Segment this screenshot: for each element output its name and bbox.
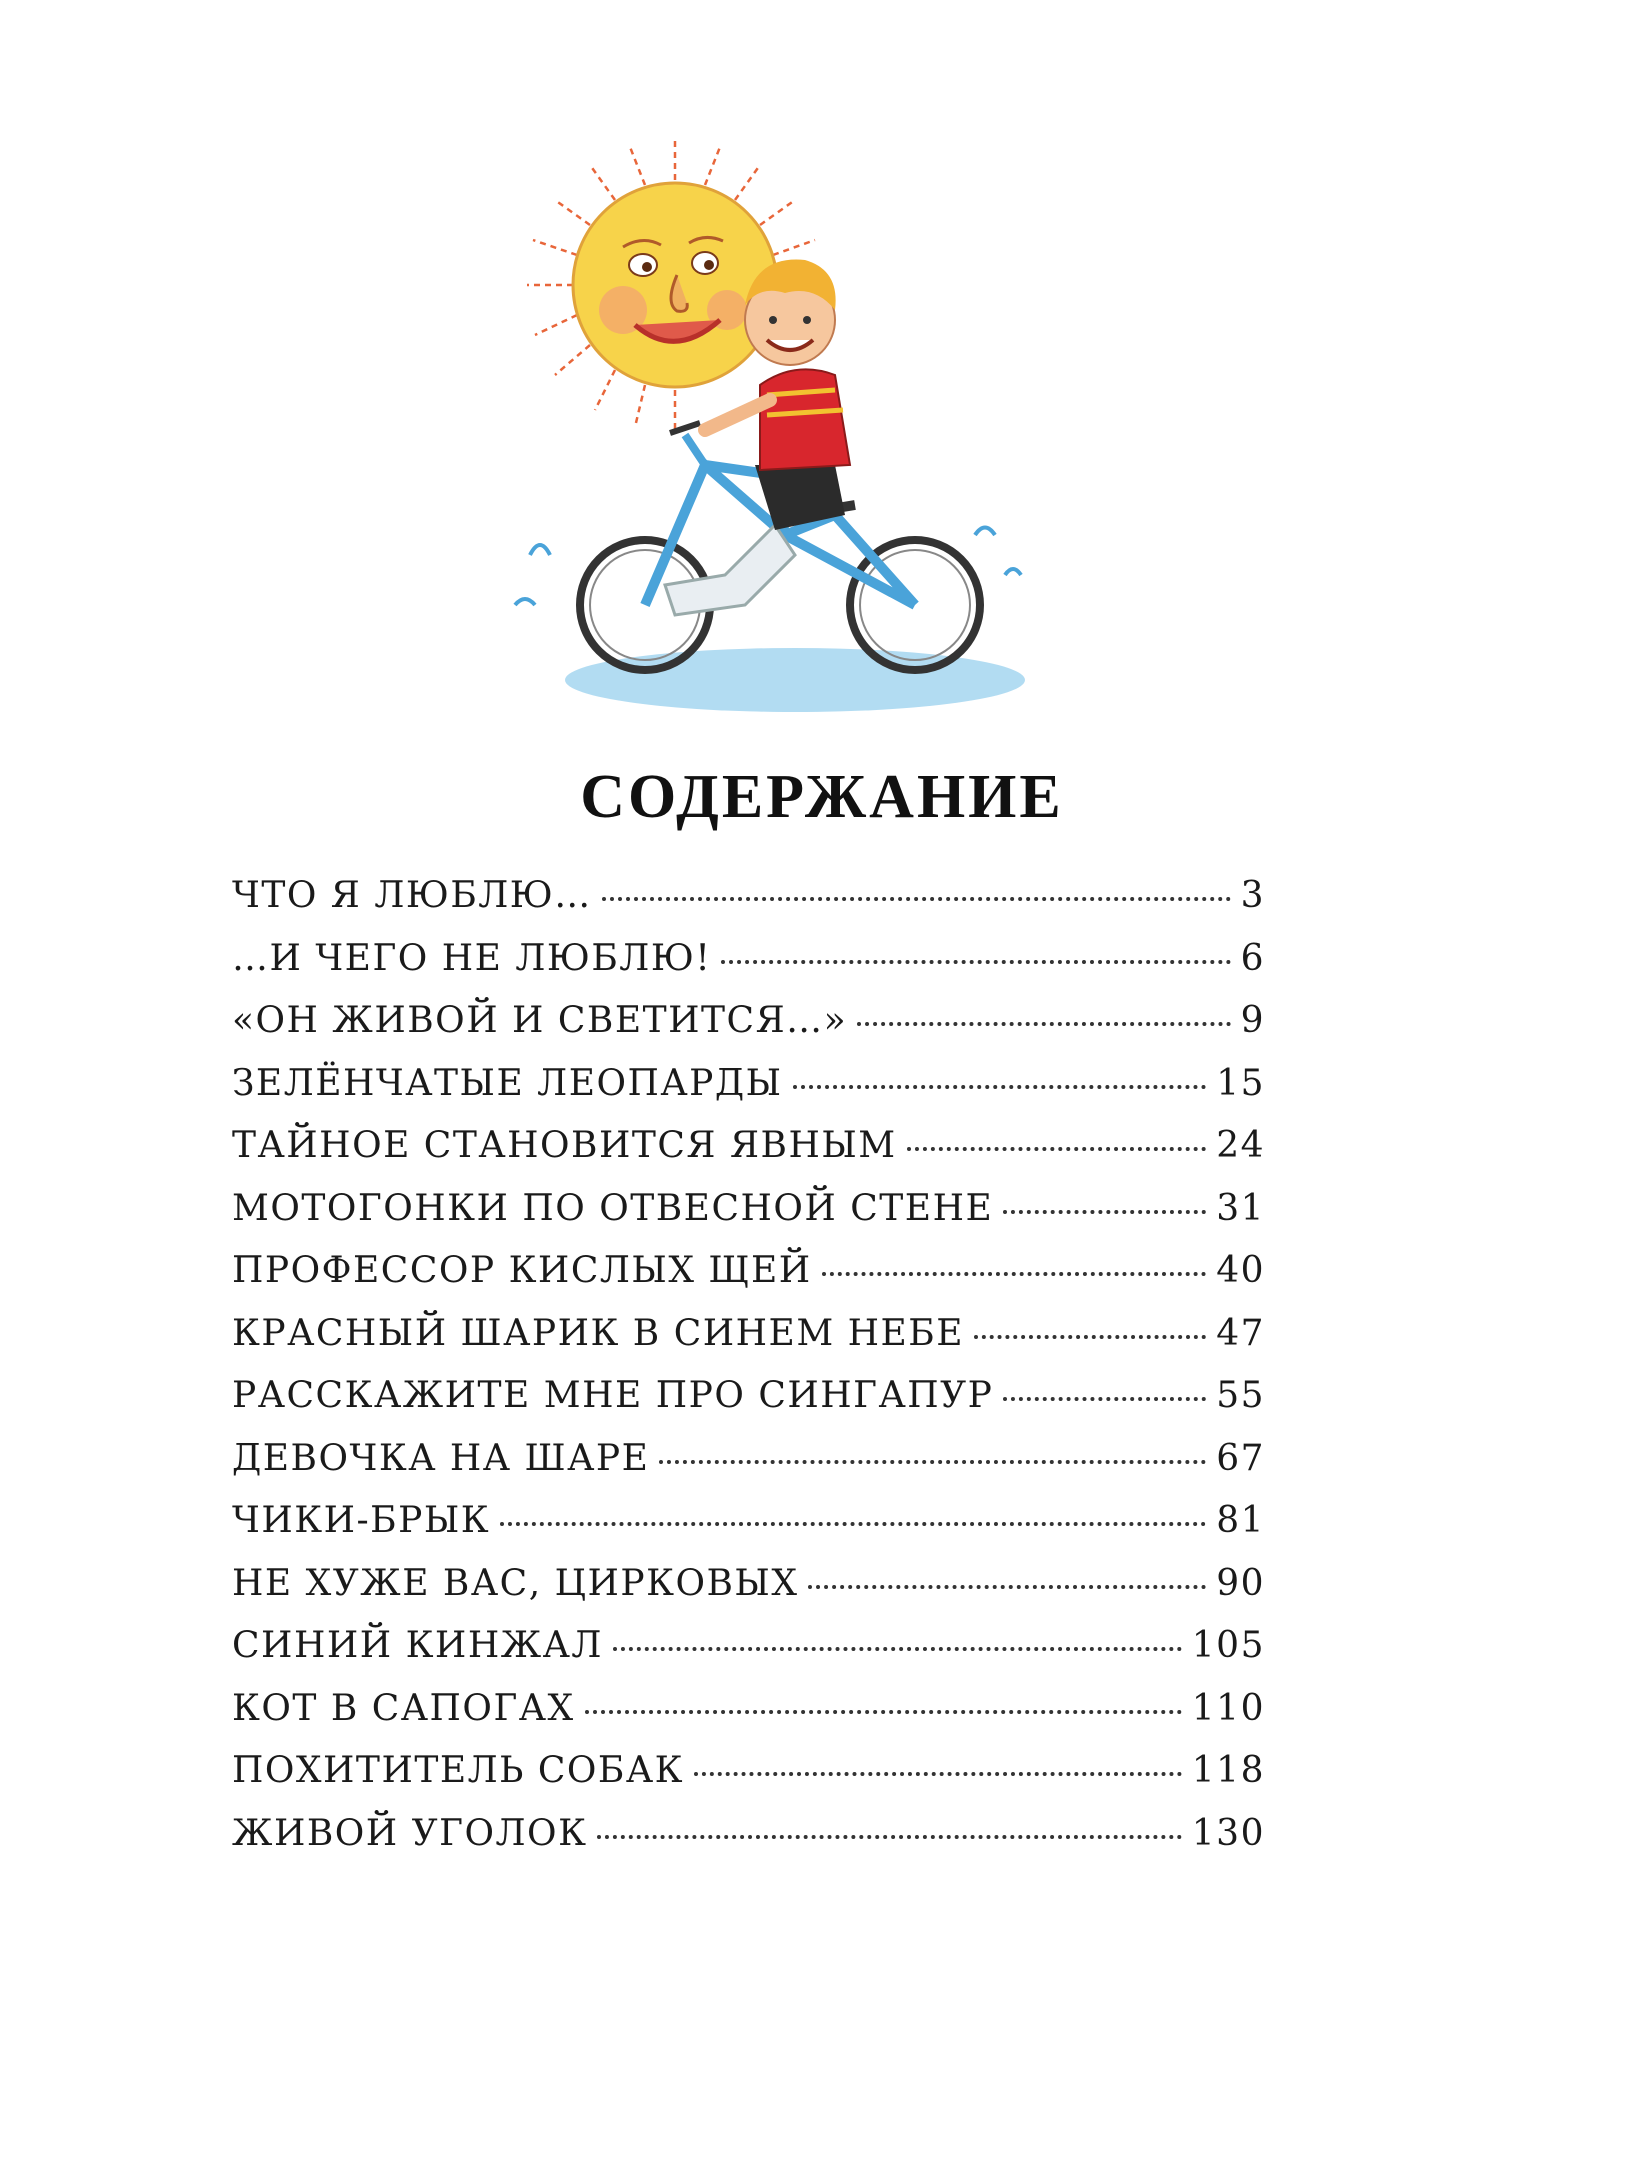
page-title: СОДЕРЖАНИЕ — [580, 763, 1064, 831]
toc-entry-page: 24 — [1216, 1125, 1265, 1166]
toc-entry-title: ЧИКИ-БРЫК — [232, 1500, 491, 1541]
dot-leader — [659, 1460, 1206, 1464]
toc-entry — [232, 1688, 1265, 1751]
toc-entry-title: ДЕВОЧКА НА ШАРЕ — [232, 1437, 650, 1479]
toc-entry-page: 6 — [1240, 937, 1265, 979]
toc-entry-title: ЧТО Я ЛЮБЛЮ… — [232, 875, 592, 916]
toc-entry-page: 130 — [1191, 1812, 1265, 1854]
dot-leader — [597, 1835, 1181, 1839]
toc-entry-title: …И ЧЕГО НЕ ЛЮБЛЮ! — [232, 937, 712, 979]
toc-entry — [232, 1500, 1265, 1563]
dot-leader — [613, 1647, 1182, 1651]
toc-entry-title: ТАЙНОЕ СТАНОВИТСЯ ЯВНЫМ — [232, 1125, 897, 1166]
table-of-contents — [232, 875, 1265, 1875]
toc-entry — [232, 1250, 1265, 1313]
toc-entry — [232, 1625, 1265, 1688]
dot-leader — [500, 1522, 1206, 1526]
toc-entry — [232, 1000, 1265, 1063]
toc-entry — [232, 1313, 1265, 1376]
dot-leader — [793, 1085, 1207, 1089]
dot-leader — [857, 1022, 1230, 1026]
toc-entry — [232, 1438, 1265, 1501]
dot-leader — [585, 1710, 1182, 1714]
dot-leader — [1003, 1210, 1206, 1214]
dot-leader — [907, 1147, 1207, 1151]
dot-leader — [1003, 1397, 1206, 1401]
toc-entry-page: 47 — [1216, 1312, 1265, 1354]
toc-entry-title: «ОН ЖИВОЙ И СВЕТИТСЯ…» — [232, 1000, 848, 1041]
toc-entry-page: 105 — [1191, 1625, 1265, 1666]
dot-leader — [808, 1585, 1206, 1589]
toc-entry-page: 55 — [1216, 1375, 1265, 1416]
dot-leader — [602, 897, 1231, 901]
toc-entry — [232, 1188, 1265, 1251]
toc-entry-title: ПРОФЕССОР КИСЛЫХ ЩЕЙ — [232, 1250, 812, 1291]
toc-entry — [232, 1063, 1265, 1126]
dot-leader — [721, 960, 1230, 964]
toc-entry — [232, 875, 1265, 938]
toc-entry-page: 81 — [1216, 1500, 1265, 1541]
toc-entry-title: ЗЕЛЁНЧАТЫЕ ЛЕОПАРДЫ — [232, 1062, 783, 1104]
toc-entry-title: ЖИВОЙ УГОЛОК — [232, 1812, 588, 1854]
dot-leader — [694, 1772, 1182, 1776]
toc-entry-title: ПОХИТИТЕЛЬ СОБАК — [232, 1750, 685, 1791]
toc-entry-page: 31 — [1216, 1187, 1265, 1229]
toc-entry — [232, 1563, 1265, 1626]
toc-entry-title: НЕ ХУЖЕ ВАС, ЦИРКОВЫХ — [232, 1562, 799, 1604]
sun-and-boy-illustration — [505, 135, 1030, 725]
toc-entry-page: 110 — [1191, 1687, 1265, 1729]
toc-entry — [232, 1750, 1265, 1813]
toc-entry — [232, 1813, 1265, 1876]
toc-entry-page: 15 — [1216, 1062, 1265, 1104]
toc-entry-title: СИНИЙ КИНЖАЛ — [232, 1625, 603, 1666]
dot-leader — [822, 1272, 1207, 1276]
toc-entry-title: КРАСНЫЙ ШАРИК В СИНЕМ НЕБЕ — [232, 1312, 965, 1354]
toc-entry-page: 3 — [1240, 875, 1265, 916]
toc-entry-page: 67 — [1216, 1437, 1265, 1479]
toc-entry-title: РАССКАЖИТЕ МНЕ ПРО СИНГАПУР — [232, 1375, 994, 1416]
toc-entry-page: 90 — [1216, 1562, 1265, 1604]
dot-leader — [974, 1335, 1206, 1339]
toc-entry — [232, 1125, 1265, 1188]
toc-entry-page: 9 — [1240, 1000, 1265, 1041]
toc-entry — [232, 938, 1265, 1001]
toc-entry-title: МОТОГОНКИ ПО ОТВЕСНОЙ СТЕНЕ — [232, 1187, 994, 1229]
toc-entry-page: 118 — [1191, 1750, 1265, 1791]
toc-entry-title: КОТ В САПОГАХ — [232, 1687, 575, 1729]
toc-entry-page: 40 — [1216, 1250, 1265, 1291]
toc-entry — [232, 1375, 1265, 1438]
